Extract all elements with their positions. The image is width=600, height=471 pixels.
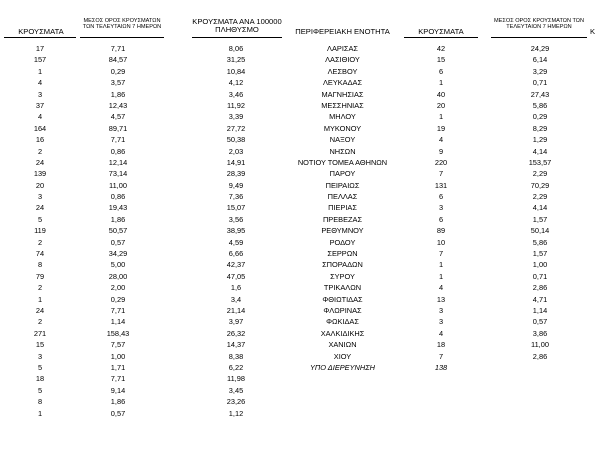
- avg-left-cell: 0,29: [110, 294, 126, 304]
- cases-right-cell: 220: [434, 157, 448, 167]
- table-row: [0, 202, 600, 213]
- cases-right-cell: 7: [438, 249, 444, 259]
- cases-left-cell: 164: [33, 123, 47, 133]
- cases-left-cell: 8: [37, 397, 43, 407]
- table-row: [0, 385, 600, 396]
- avg-right-cell: 2,86: [532, 283, 548, 293]
- cases-left-cell: 3: [37, 351, 43, 361]
- cases-right-cell: 131: [434, 180, 448, 190]
- avg-right-cell: 4,71: [532, 294, 548, 304]
- per100k-cell: 4,12: [228, 78, 244, 88]
- table-row: [0, 339, 600, 350]
- table-row: [0, 54, 600, 65]
- cases-left-cell: 139: [33, 169, 47, 179]
- header-avg-right: ΜΕΣΟΣ ΟΡΟΣ ΚΡΟΥΣΜΑΤΩΝ ΤΩΝ ΤΕΛΕΥΤΑΙΩΝ 7 ΗΜΕΡΩΝ: [494, 18, 584, 31]
- per100k-cell: 3,45: [228, 385, 244, 395]
- cases-left-cell: 17: [35, 44, 45, 53]
- per100k-cell: 26,32: [226, 328, 246, 338]
- region-cell: ΣΥΡΟΥ: [330, 271, 355, 281]
- avg-left-cell: 0,29: [110, 66, 126, 76]
- avg-right-cell: 24,29: [530, 44, 550, 53]
- avg-left-cell: 7,57: [110, 340, 126, 350]
- cases-left-cell: 2: [37, 317, 43, 327]
- region-cell: ΦΛΩΡΙΝΑΣ: [323, 305, 362, 315]
- avg-right-cell: 5,86: [532, 237, 548, 247]
- table-row: [0, 66, 600, 77]
- cases-right-cell: 4: [438, 135, 444, 145]
- table-row: [0, 214, 600, 225]
- avg-left-cell: 1,14: [110, 317, 126, 327]
- avg-left-cell: 3,57: [110, 78, 126, 88]
- avg-left-cell: 0,86: [110, 146, 126, 156]
- table-row: [0, 77, 600, 88]
- cases-left-cell: 1: [37, 66, 43, 76]
- region-cell: ΧΑΛΚΙΔΙΚΗΣ: [320, 328, 365, 338]
- region-cell: ΝΟΤΙΟΥ ΤΟΜΕΑ ΑΘΗΝΩΝ: [297, 157, 388, 167]
- per100k-cell: 42,37: [226, 260, 246, 270]
- region-cell: ΝΑΞΟΥ: [329, 135, 356, 145]
- avg-right-cell: 50,14: [530, 226, 550, 236]
- table-row: [0, 305, 600, 316]
- avg-right-cell: 3,29: [532, 66, 548, 76]
- avg-left-cell: 0,86: [110, 192, 126, 202]
- avg-right-cell: 153,57: [528, 157, 552, 167]
- per100k-cell: 7,36: [228, 192, 244, 202]
- per100k-cell: 10,84: [226, 66, 246, 76]
- header-cases-left: ΚΡΟΥΣΜΑΤΑ: [18, 27, 64, 36]
- region-cell: ΠΕΛΛΑΣ: [327, 192, 358, 202]
- region-cell: ΥΠΟ ΔΙΕΡΕΥΝΗΣΗ: [310, 362, 375, 372]
- cases-right-cell: 7: [438, 351, 444, 361]
- header-rule-avg-right: [491, 37, 587, 38]
- avg-left-cell: 89,71: [108, 123, 128, 133]
- cases-right-cell: 6: [438, 214, 444, 224]
- cases-right-cell: 3: [438, 305, 444, 315]
- header-avg-left: ΜΕΣΟΣ ΟΡΟΣ ΚΡΟΥΣΜΑΤΩΝ ΤΩΝ ΤΕΛΕΥΤΑΙΩΝ 7 ΗΜΕΡΩΝ: [82, 18, 162, 31]
- per100k-cell: 8,38: [228, 351, 244, 361]
- cases-left-cell: 2: [37, 237, 43, 247]
- table-row: [0, 168, 600, 179]
- avg-left-cell: 19,43: [108, 203, 128, 213]
- avg-right-cell: 2,29: [532, 192, 548, 202]
- cases-left-cell: 2: [37, 146, 43, 156]
- avg-left-cell: 1,00: [110, 351, 126, 361]
- cases-right-cell: 1: [438, 78, 444, 88]
- avg-left-cell: 11,00: [109, 180, 127, 190]
- cases-left-cell: 157: [33, 55, 47, 65]
- cases-left-cell: 1: [37, 408, 43, 418]
- table-row: [0, 294, 600, 305]
- per100k-cell: 6,66: [228, 249, 244, 259]
- cases-left-cell: 5: [37, 362, 43, 372]
- per100k-cell: 2,03: [228, 146, 244, 156]
- cases-left-cell: 37: [35, 100, 45, 110]
- region-cell: ΦΩΚΙΔΑΣ: [326, 317, 359, 327]
- avg-right-cell: 0,29: [532, 112, 548, 122]
- avg-left-cell: 4,57: [110, 112, 126, 122]
- cases-right-cell: 4: [438, 283, 444, 293]
- avg-left-cell: 1,86: [110, 397, 126, 407]
- cases-right-cell: 138: [434, 362, 448, 372]
- avg-right-cell: 6,14: [532, 55, 548, 65]
- avg-right-cell: 3,86: [532, 328, 548, 338]
- avg-right-cell: 1,00: [532, 260, 548, 270]
- region-cell: ΣΠΟΡΑΔΩΝ: [322, 260, 363, 270]
- region-cell: ΝΗΣΩΝ: [329, 146, 356, 156]
- header-region: ΠΕΡΙΦΕΡΕΙΑΚΗ ΕΝΟΤΗΤΑ: [295, 27, 390, 36]
- cases-left-cell: 18: [35, 374, 45, 384]
- region-cell: ΦΘΙΩΤΙΔΑΣ: [322, 294, 363, 304]
- per100k-cell: 21,14: [226, 305, 246, 315]
- header-rule-per100k-left: [192, 37, 282, 38]
- per100k-cell: 11,92: [227, 100, 245, 110]
- cases-left-cell: 24: [35, 305, 45, 315]
- per100k-cell: 4,59: [228, 237, 244, 247]
- cases-right-cell: 3: [438, 317, 444, 327]
- region-cell: ΡΕΘΥΜΝΟΥ: [321, 226, 364, 236]
- per100k-cell: 3,97: [228, 317, 244, 327]
- region-cell: ΠΑΡΟΥ: [329, 169, 356, 179]
- avg-left-cell: 12,43: [108, 100, 128, 110]
- avg-right-cell: 27,43: [530, 89, 550, 99]
- cases-right-cell: 13: [436, 294, 446, 304]
- cases-right-cell: 4: [438, 328, 444, 338]
- table-row: [0, 89, 600, 100]
- header-cases-right: ΚΡΟΥΣΜΑΤΑ: [418, 27, 464, 36]
- cases-right-cell: 6: [438, 192, 444, 202]
- cases-right-cell: 18: [436, 340, 446, 350]
- table-row: [0, 146, 600, 157]
- cases-left-cell: 24: [35, 203, 45, 213]
- cases-left-cell: 4: [37, 78, 43, 88]
- covid-cases-table: [0, 43, 600, 419]
- avg-left-cell: 5,00: [110, 260, 126, 270]
- table-row: [0, 237, 600, 248]
- region-cell: ΠΡΕΒΕΖΑΣ: [322, 214, 363, 224]
- avg-right-cell: 0,71: [532, 271, 548, 281]
- avg-right-cell: 8,29: [532, 123, 548, 133]
- region-cell: ΜΕΣΣΗΝΙΑΣ: [321, 100, 364, 110]
- cases-right-cell: 15: [436, 55, 446, 65]
- cases-right-cell: 3: [438, 203, 444, 213]
- avg-left-cell: 158,43: [106, 328, 130, 338]
- region-cell: ΠΙΕΡΙΑΣ: [328, 203, 357, 213]
- avg-left-cell: 7,71: [110, 135, 126, 145]
- cases-left-cell: 16: [35, 135, 45, 145]
- avg-left-cell: 1,86: [110, 214, 126, 224]
- per100k-cell: 27,72: [226, 123, 246, 133]
- per100k-cell: 11,98: [227, 374, 245, 384]
- avg-right-cell: 70,29: [530, 180, 550, 190]
- header-cut-edge: Κ: [590, 27, 596, 36]
- avg-left-cell: 7,71: [110, 374, 126, 384]
- avg-right-cell: 2,86: [532, 351, 548, 361]
- cases-right-cell: 7: [438, 169, 444, 179]
- cases-left-cell: 74: [35, 249, 45, 259]
- cases-left-cell: 3: [37, 89, 43, 99]
- avg-right-cell: 1,57: [532, 249, 548, 259]
- avg-left-cell: 84,57: [108, 55, 128, 65]
- table-row: [0, 225, 600, 236]
- per100k-cell: 14,37: [226, 340, 246, 350]
- cases-right-cell: 19: [436, 123, 446, 133]
- avg-right-cell: 11,00: [531, 340, 549, 350]
- cases-right-cell: 10: [436, 237, 446, 247]
- table-row: [0, 134, 600, 145]
- per100k-cell: 1,6: [230, 283, 242, 293]
- table-row: [0, 373, 600, 384]
- cases-left-cell: 5: [37, 385, 43, 395]
- avg-right-cell: 2,29: [532, 169, 548, 179]
- per100k-cell: 31,25: [226, 55, 246, 65]
- cases-left-cell: 5: [37, 214, 43, 224]
- cases-right-cell: 1: [438, 271, 444, 281]
- per100k-cell: 3,4: [230, 294, 242, 304]
- cases-right-cell: 9: [438, 146, 444, 156]
- cases-left-cell: 271: [33, 328, 47, 338]
- cases-left-cell: 119: [34, 226, 46, 236]
- header-rule-cases-left: [4, 37, 76, 38]
- region-cell: ΠΕΙΡΑΙΩΣ: [325, 180, 360, 190]
- per100k-cell: 3,56: [228, 214, 244, 224]
- cases-right-cell: 1: [438, 260, 444, 270]
- table-row: [0, 157, 600, 168]
- region-cell: ΛΕΣΒΟΥ: [327, 66, 358, 76]
- region-cell: ΣΕΡΡΩΝ: [327, 249, 358, 259]
- avg-right-cell: 5,86: [532, 100, 548, 110]
- avg-right-cell: 1,57: [532, 214, 548, 224]
- per100k-cell: 47,05: [226, 271, 246, 281]
- avg-left-cell: 1,86: [110, 89, 126, 99]
- table-row: [0, 180, 600, 191]
- per100k-cell: 23,26: [226, 397, 246, 407]
- avg-left-cell: 7,71: [110, 44, 126, 53]
- avg-left-cell: 0,57: [110, 408, 126, 418]
- cases-left-cell: 15: [35, 340, 45, 350]
- header-rule-cases-right: [404, 37, 478, 38]
- table-row: [0, 123, 600, 134]
- per100k-cell: 15,07: [226, 203, 246, 213]
- avg-left-cell: 1,71: [110, 362, 126, 372]
- avg-left-cell: 12,14: [108, 157, 128, 167]
- table-row: [0, 100, 600, 111]
- table-row: [0, 362, 600, 373]
- per100k-cell: 9,49: [228, 180, 244, 190]
- region-cell: ΜΗΛΟΥ: [329, 112, 356, 122]
- cases-right-cell: 89: [436, 226, 446, 236]
- avg-left-cell: 0,57: [110, 237, 126, 247]
- table-row: [0, 271, 600, 282]
- cases-left-cell: 1: [37, 294, 43, 304]
- table-row: [0, 408, 600, 419]
- region-cell: ΤΡΙΚΑΛΩΝ: [323, 283, 362, 293]
- avg-right-cell: 4,14: [532, 146, 548, 156]
- header-per100k-left: ΚΡΟΥΣΜΑΤΑ ΑΝΑ 100000 ΠΛΗΘΥΣΜΟ: [192, 17, 282, 35]
- region-cell: ΧΙΟΥ: [333, 351, 352, 361]
- table-row: [0, 259, 600, 270]
- region-cell: ΧΑΝΙΩΝ: [328, 340, 357, 350]
- header-rule-avg-left: [80, 37, 164, 38]
- region-cell: ΜΑΓΝΗΣΙΑΣ: [321, 89, 364, 99]
- cases-left-cell: 24: [35, 157, 45, 167]
- table-row: [0, 282, 600, 293]
- avg-left-cell: 73,14: [108, 169, 128, 179]
- table-row: [0, 396, 600, 407]
- cases-right-cell: 20: [436, 100, 446, 110]
- table-row: [0, 43, 600, 54]
- per100k-cell: 14,91: [226, 157, 246, 167]
- table-row: [0, 328, 600, 339]
- per100k-cell: 6,22: [228, 362, 244, 372]
- avg-right-cell: 0,71: [532, 78, 548, 88]
- region-cell: ΛΕΥΚΑΔΑΣ: [322, 78, 363, 88]
- cases-left-cell: 2: [37, 283, 43, 293]
- table-row: [0, 351, 600, 362]
- region-cell: ΛΑΡΙΣΑΣ: [327, 44, 358, 53]
- avg-right-cell: 0,57: [532, 317, 548, 327]
- region-cell: ΛΑΣΙΘΙΟΥ: [325, 55, 360, 65]
- cases-left-cell: 8: [37, 260, 43, 270]
- cases-left-cell: 20: [35, 180, 45, 190]
- cases-right-cell: 6: [438, 66, 444, 76]
- table-row: [0, 191, 600, 202]
- cases-right-cell: 40: [436, 89, 446, 99]
- cases-left-cell: 3: [37, 192, 43, 202]
- cases-left-cell: 79: [35, 271, 45, 281]
- cases-left-cell: 4: [37, 112, 43, 122]
- per100k-cell: 3,39: [228, 112, 244, 122]
- avg-left-cell: 28,00: [108, 271, 128, 281]
- region-cell: ΡΟΔΟΥ: [329, 237, 356, 247]
- avg-right-cell: 1,14: [532, 305, 548, 315]
- table-row: [0, 316, 600, 327]
- per100k-cell: 8,06: [228, 44, 244, 53]
- avg-right-cell: 1,29: [532, 135, 548, 145]
- table-row: [0, 111, 600, 122]
- per100k-cell: 3,46: [228, 89, 244, 99]
- avg-left-cell: 9,14: [110, 385, 126, 395]
- per100k-cell: 1,12: [228, 408, 244, 418]
- per100k-cell: 28,39: [226, 169, 246, 179]
- per100k-cell: 50,38: [226, 135, 246, 145]
- avg-right-cell: 4,14: [532, 203, 548, 213]
- avg-left-cell: 7,71: [110, 305, 126, 315]
- per100k-cell: 38,95: [226, 226, 246, 236]
- avg-left-cell: 2,00: [110, 283, 126, 293]
- table-row: [0, 248, 600, 259]
- avg-left-cell: 50,57: [108, 226, 128, 236]
- cases-right-cell: 1: [438, 112, 444, 122]
- cases-right-cell: 42: [436, 44, 446, 53]
- region-cell: ΜΥΚΟΝΟΥ: [323, 123, 362, 133]
- avg-left-cell: 34,29: [108, 249, 128, 259]
